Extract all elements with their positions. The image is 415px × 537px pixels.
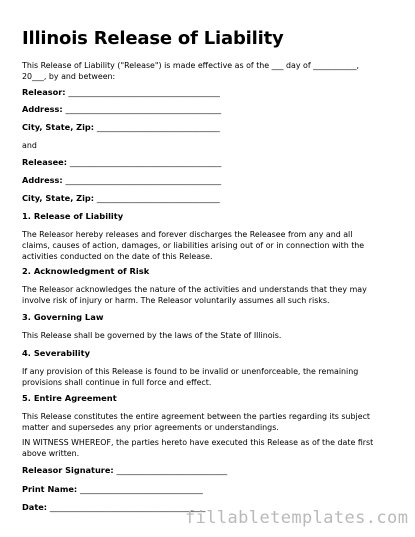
date-field[interactable] [22, 502, 205, 513]
witness-paragraph [22, 437, 400, 459]
body-line: matter and supersedes any prior agreements or understandings. [22, 423, 279, 432]
body-line: IN WITNESS WHEREOF, the parties hereto have executed this Release as of the date first [22, 438, 374, 447]
field-blank[interactable]: ______________________________________ [49, 502, 206, 512]
print-name-field[interactable] [22, 484, 203, 495]
document-title: Illinois Release of Liability [22, 28, 284, 49]
body-line: The Releasor hereby releases and forever discharges the Releasee from any and all [22, 230, 353, 239]
section-heading-governing-law: 3. Governing Law [22, 312, 104, 322]
intro-paragraph [22, 60, 400, 82]
field-blank[interactable]: ______________________________ [96, 122, 220, 132]
body-line: involve risk of injury or harm. The Releasor voluntarily assumes all such risks. [22, 296, 330, 305]
field-label: Releasor: [22, 87, 66, 97]
field-blank[interactable]: ______________________________ [96, 193, 220, 203]
field-label: City, State, Zip: [22, 193, 95, 203]
releasee-name-field[interactable] [22, 157, 221, 168]
field-blank[interactable]: ______________________________________ [65, 104, 222, 114]
field-label: Address: [22, 104, 63, 114]
field-blank[interactable]: ______________________________________ [65, 175, 222, 185]
field-label: Date: [22, 502, 48, 512]
field-blank[interactable]: _____________________________________ [69, 157, 222, 167]
releasor-name-field[interactable] [22, 87, 220, 98]
field-label: Address: [22, 175, 63, 185]
releasor-city-state-zip-field[interactable] [22, 122, 220, 133]
intro-line: 20___, by and between: [22, 72, 116, 81]
releasor-signature-field[interactable] [22, 465, 227, 476]
body-line: If any provision of this Release is found to be invalid or unenforceable, the remaining [22, 367, 359, 376]
releasor-address-field[interactable] [22, 104, 221, 115]
section-heading-risk: 2. Acknowledgment of Risk [22, 266, 150, 276]
field-blank[interactable]: ___________________________ [116, 465, 228, 475]
section-body-governing-law [22, 330, 400, 341]
field-blank[interactable]: _____________________________________ [68, 87, 220, 97]
body-line: The Releasor acknowledges the nature of the activities and understands that they may [22, 285, 367, 294]
body-line: claims, causes of action, damages, or liabilities arising out of or in connection with the [22, 241, 365, 250]
section-heading-severability: 4. Severability [22, 348, 90, 358]
and-text: and [22, 141, 37, 150]
releasee-city-state-zip-field[interactable] [22, 193, 220, 204]
section-body-entire-agreement [22, 411, 400, 433]
section-heading-entire-agreement: 5. Entire Agreement [22, 393, 117, 403]
body-line: activities conducted on the date of this Release. [22, 252, 213, 261]
body-line: This Release constitutes the entire agreement between the parties regarding its subject [22, 412, 371, 421]
field-label: Print Name: [22, 484, 78, 494]
intro-line: This Release of Liability ("Release") is made effective as of the ___ day of ___________, [22, 61, 360, 70]
section-body-severability [22, 366, 400, 388]
section-body-release [22, 229, 400, 262]
body-line: This Release shall be governed by the laws of the State of Illinois. [22, 331, 282, 340]
section-body-risk [22, 284, 400, 306]
releasee-address-field[interactable] [22, 175, 221, 186]
watermark-text: fillabletemplates.com [185, 508, 409, 528]
section-heading-release: 1. Release of Liability [22, 211, 124, 221]
body-line: above written. [22, 449, 80, 458]
body-line: provisions shall continue in full force and effect. [22, 378, 212, 387]
field-blank[interactable]: ______________________________ [80, 484, 203, 494]
field-label: City, State, Zip: [22, 122, 95, 132]
field-label: Releasee: [22, 157, 67, 167]
field-label: Releasor Signature: [22, 465, 114, 475]
